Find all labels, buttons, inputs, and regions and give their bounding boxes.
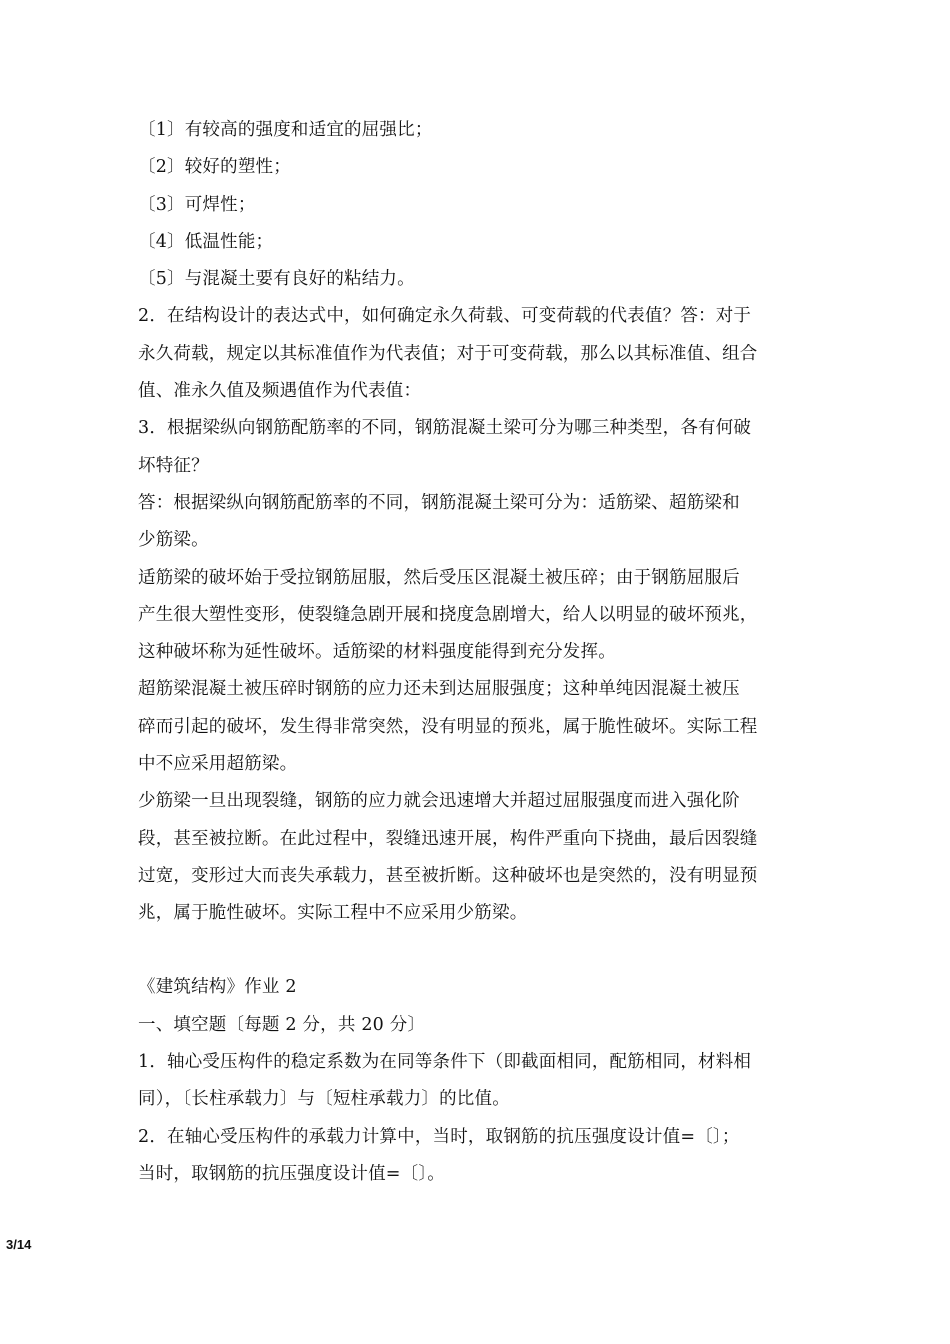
- text-line: 当时，取钢筋的抗压强度设计值=〔〕。: [138, 1164, 446, 1184]
- text-line: 产生很大塑性变形，使裂缝急剧开展和挠度急剧增大，给人以明显的破坏预兆，: [138, 605, 758, 625]
- text-line: 值、准永久值及频遇值作为代表值：: [138, 381, 422, 401]
- text-line: 〔4〕低温性能；: [138, 232, 274, 252]
- text-line: 少筋梁一旦出现裂缝，钢筋的应力就会迅速增大并超过屈服强度而进入强化阶: [138, 791, 740, 811]
- text-line: 3．根据梁纵向钢筋配筋率的不同，钢筋混凝土梁可分为哪三种类型，各有何破: [138, 418, 752, 438]
- text-line: 超筋梁混凝土被压碎时钢筋的应力还未到达屈服强度；这种单纯因混凝土被压: [138, 679, 740, 699]
- text-line: 中不应采用超筋梁。: [138, 754, 298, 774]
- text-line: 答：根据梁纵向钢筋配筋率的不同，钢筋混凝土梁可分为：适筋梁、超筋梁和: [138, 493, 740, 513]
- text-line: 兆，属于脆性破坏。实际工程中不应采用少筋梁。: [138, 903, 528, 923]
- text-line: 永久荷载，规定以其标准值作为代表值；对于可变荷载，那么以其标准值、组合: [138, 344, 758, 364]
- text-line: 〔2〕较好的塑性；: [138, 157, 291, 177]
- text-line: 1．轴心受压构件的稳定系数为在同等条件下（即截面相同，配筋相同，材料相: [138, 1052, 752, 1072]
- text-line: 适筋梁的破坏始于受拉钢筋屈服，然后受压区混凝土被压碎；由于钢筋屈服后: [138, 568, 740, 588]
- text-line: 这种破坏称为延性破坏。适筋梁的材料强度能得到充分发挥。: [138, 642, 616, 662]
- text-line: 少筋梁。: [138, 530, 209, 550]
- section-title: 《建筑结构》作业 2: [138, 977, 297, 997]
- text-line: 2．在轴心受压构件的承载力计算中，当时，取钢筋的抗压强度设计值=〔〕；: [138, 1127, 740, 1147]
- page-number: 3/14: [6, 1237, 32, 1252]
- section-heading: 一、填空题〔每题 2 分，共 20 分〕: [138, 1015, 426, 1035]
- text-line: 〔3〕可焊性；: [138, 195, 256, 215]
- text-line: 2．在结构设计的表达式中，如何确定永久荷载、可变荷载的代表值？答：对于: [138, 306, 752, 326]
- text-line: 过宽，变形过大而丧失承载力，甚至被折断。这种破坏也是突然的，没有明显预: [138, 866, 758, 886]
- text-line: 〔5〕与混凝土要有良好的粘结力。: [138, 269, 415, 289]
- text-line: 同），〔长柱承载力〕与〔短柱承载力〕的比值。: [138, 1089, 510, 1109]
- text-line: 段，甚至被拉断。在此过程中，裂缝迅速开展，构件严重向下挠曲，最后因裂缝: [138, 829, 758, 849]
- text-line: 坏特征？: [138, 456, 209, 476]
- text-line: 〔1〕有较高的强度和适宜的屈强比；: [138, 120, 433, 140]
- text-line: 碎而引起的破坏，发生得非常突然，没有明显的预兆，属于脆性破坏。实际工程: [138, 717, 758, 737]
